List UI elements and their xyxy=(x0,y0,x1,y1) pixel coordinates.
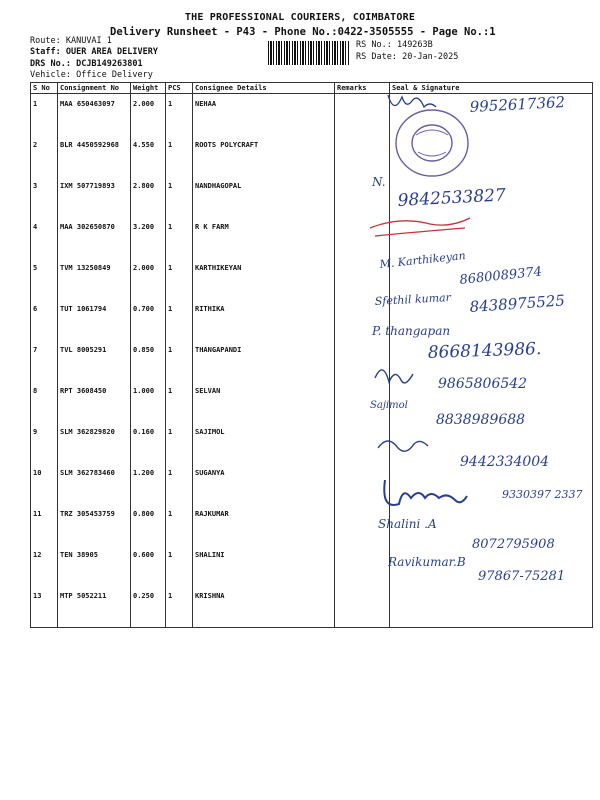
cell-sno: 4 xyxy=(31,217,58,258)
cell-consignment: IXM 507719893 xyxy=(58,176,131,217)
cell-weight: 2.000 xyxy=(131,258,166,299)
cell-consignment: MTP 5052211 xyxy=(58,586,131,628)
header-seal-signature: Seal & Signature xyxy=(390,83,593,94)
cell-consignee: NEHAA xyxy=(193,94,335,136)
cell-remarks xyxy=(335,176,390,217)
cell-consignment: BLR 4450592968 xyxy=(58,135,131,176)
vehicle-label: Vehicle: xyxy=(30,70,71,80)
rs-date-line xyxy=(356,52,458,62)
phone-r6: 8438975525 xyxy=(469,291,566,316)
cell-consignment: RPT 3608450 xyxy=(58,381,131,422)
phone-r1: 9952617362 xyxy=(469,93,566,116)
cell-weight: 0.700 xyxy=(131,299,166,340)
phone-r12: 8072795908 xyxy=(472,537,555,552)
cell-sno: 10 xyxy=(31,463,58,504)
table-row xyxy=(31,586,593,628)
phone-r7: 8668143986. xyxy=(427,339,542,363)
route-label: Route: xyxy=(30,36,61,46)
table-row xyxy=(31,176,593,217)
cell-signature xyxy=(390,135,593,176)
cell-pcs: 1 xyxy=(166,176,193,217)
drs-value: DCJB149263801 xyxy=(76,59,143,69)
vehicle-line xyxy=(30,70,153,81)
phone-r5: 8680089374 xyxy=(458,264,543,288)
cell-consignee: R K FARM xyxy=(193,217,335,258)
cell-remarks xyxy=(335,299,390,340)
phone-r11: 9330397 2337 xyxy=(502,488,583,501)
cell-remarks xyxy=(335,586,390,628)
header-consignment: Consignment No xyxy=(58,83,131,94)
cell-consignment: SLM 362783460 xyxy=(58,463,131,504)
cell-consignee: SHALINI xyxy=(193,545,335,586)
cell-consignee: NANDHAGOPAL xyxy=(193,176,335,217)
cell-pcs: 1 xyxy=(166,422,193,463)
cell-consignment: TVL 8005291 xyxy=(58,340,131,381)
route-value: KANUVAI 1 xyxy=(65,36,112,46)
table-row xyxy=(31,217,593,258)
cell-weight: 2.000 xyxy=(131,94,166,136)
staff-value: OUER AREA DELIVERY xyxy=(65,47,158,57)
cell-pcs: 1 xyxy=(166,586,193,628)
cell-weight: 0.850 xyxy=(131,340,166,381)
cell-signature xyxy=(390,504,593,545)
table-header-row xyxy=(31,83,593,94)
cell-consignment: SLM 362829820 xyxy=(58,422,131,463)
phone-r8: 9865806542 xyxy=(438,376,528,392)
cell-pcs: 1 xyxy=(166,217,193,258)
cell-consignee: THANGAPANDI xyxy=(193,340,335,381)
name-r12: Shalini .A xyxy=(378,517,437,531)
name-r3: N. xyxy=(372,175,386,189)
cell-signature xyxy=(390,340,593,381)
cell-weight: 2.800 xyxy=(131,176,166,217)
cell-pcs: 1 xyxy=(166,340,193,381)
cell-weight: 4.550 xyxy=(131,135,166,176)
rs-no-line xyxy=(356,40,433,50)
table-row xyxy=(31,340,593,381)
cell-remarks xyxy=(335,217,390,258)
cell-remarks xyxy=(335,463,390,504)
name-r13: Ravikumar.B xyxy=(388,555,466,569)
cell-weight: 0.160 xyxy=(131,422,166,463)
cell-consignment: TRZ 305453759 xyxy=(58,504,131,545)
cell-sno: 7 xyxy=(31,340,58,381)
table-row xyxy=(31,545,593,586)
cell-signature xyxy=(390,258,593,299)
cell-pcs: 1 xyxy=(166,258,193,299)
cell-signature xyxy=(390,94,593,136)
cell-pcs: 1 xyxy=(166,299,193,340)
cell-sno: 9 xyxy=(31,422,58,463)
cell-sno: 6 xyxy=(31,299,58,340)
header-sno: S No xyxy=(31,83,58,94)
phone-r9: 8838989688 xyxy=(436,412,526,428)
cell-signature xyxy=(390,422,593,463)
cell-consignee: ROOTS POLYCRAFT xyxy=(193,135,335,176)
cell-consignment: MAA 302650870 xyxy=(58,217,131,258)
cell-signature xyxy=(390,299,593,340)
cell-signature xyxy=(390,545,593,586)
cell-remarks xyxy=(335,545,390,586)
staff-label: Staff: xyxy=(30,47,61,57)
phone-r3: 9842533827 xyxy=(397,185,507,211)
company-title: THE PROFESSIONAL COURIERS, COIMBATORE xyxy=(184,12,416,23)
rs-date-label: RS Date: xyxy=(356,52,397,62)
drs-line xyxy=(30,59,143,70)
cell-pcs: 1 xyxy=(166,381,193,422)
rs-no-label: RS No.: xyxy=(356,40,392,50)
rs-date-value: 20-Jan-2025 xyxy=(402,52,459,62)
table-row xyxy=(31,422,593,463)
cell-weight: 0.600 xyxy=(131,545,166,586)
cell-consignee: RAJKUMAR xyxy=(193,504,335,545)
cell-remarks xyxy=(335,135,390,176)
cell-pcs: 1 xyxy=(166,463,193,504)
table-row xyxy=(31,258,593,299)
cell-signature xyxy=(390,463,593,504)
cell-sno: 13 xyxy=(31,586,58,628)
table-row xyxy=(31,299,593,340)
phone-r10: 9442334004 xyxy=(460,454,550,470)
cell-remarks xyxy=(335,94,390,136)
cell-sno: 2 xyxy=(31,135,58,176)
header-pcs: PCS xyxy=(166,83,193,94)
cell-consignee: SAJIMOL xyxy=(193,422,335,463)
header-remarks: Remarks xyxy=(335,83,390,94)
name-r6: Sfethil kumar xyxy=(374,291,452,308)
cell-signature xyxy=(390,586,593,628)
cell-weight: 1.200 xyxy=(131,463,166,504)
barcode xyxy=(268,41,350,65)
cell-pcs: 1 xyxy=(166,135,193,176)
cell-weight: 0.800 xyxy=(131,504,166,545)
cell-sno: 5 xyxy=(31,258,58,299)
cell-consignee: KRISHNA xyxy=(193,586,335,628)
route-line xyxy=(30,36,112,47)
header-consignee: Consignee Details xyxy=(193,83,335,94)
cell-sno: 3 xyxy=(31,176,58,217)
staff-line xyxy=(30,47,158,58)
cell-weight: 0.250 xyxy=(131,586,166,628)
cell-consignee: SELVAN xyxy=(193,381,335,422)
table-row xyxy=(31,381,593,422)
table-row xyxy=(31,463,593,504)
cell-remarks xyxy=(335,340,390,381)
cell-weight: 1.000 xyxy=(131,381,166,422)
phone-r13: 97867-75281 xyxy=(478,569,566,584)
cell-consignment: TEN 38905 xyxy=(58,545,131,586)
cell-sno: 11 xyxy=(31,504,58,545)
cell-remarks xyxy=(335,504,390,545)
cell-consignee: KARTHIKEYAN xyxy=(193,258,335,299)
table-row xyxy=(31,504,593,545)
table-row xyxy=(31,94,593,136)
name-r9: Sajimol xyxy=(370,400,408,411)
rs-no-value: 149263B xyxy=(396,40,433,50)
name-r7: P. thangapan xyxy=(372,324,451,338)
runsheet-subtitle: Delivery Runsheet - P43 - Phone No.:0422-3505555 - Page No.:1 xyxy=(110,26,496,38)
header-weight: Weight xyxy=(131,83,166,94)
cell-remarks xyxy=(335,258,390,299)
cell-consignment: TUT 1061794 xyxy=(58,299,131,340)
cell-sno: 12 xyxy=(31,545,58,586)
cell-pcs: 1 xyxy=(166,94,193,136)
cell-consignment: TVM 13250849 xyxy=(58,258,131,299)
cell-pcs: 1 xyxy=(166,545,193,586)
vehicle-value: Office Delivery xyxy=(76,70,153,80)
cell-weight: 3.200 xyxy=(131,217,166,258)
cell-consignment: MAA 650463097 xyxy=(58,94,131,136)
cell-sno: 8 xyxy=(31,381,58,422)
table-row xyxy=(31,135,593,176)
cell-consignee: SUGANYA xyxy=(193,463,335,504)
cell-signature xyxy=(390,381,593,422)
cell-remarks xyxy=(335,422,390,463)
cell-sno: 1 xyxy=(31,94,58,136)
cell-pcs: 1 xyxy=(166,504,193,545)
drs-label: DRS No.: xyxy=(30,59,71,69)
cell-remarks xyxy=(335,381,390,422)
cell-signature xyxy=(390,176,593,217)
cell-consignee: RITHIKA xyxy=(193,299,335,340)
name-r5: M. Karthikeyan xyxy=(378,249,467,271)
cell-signature xyxy=(390,217,593,258)
delivery-table xyxy=(30,82,593,628)
